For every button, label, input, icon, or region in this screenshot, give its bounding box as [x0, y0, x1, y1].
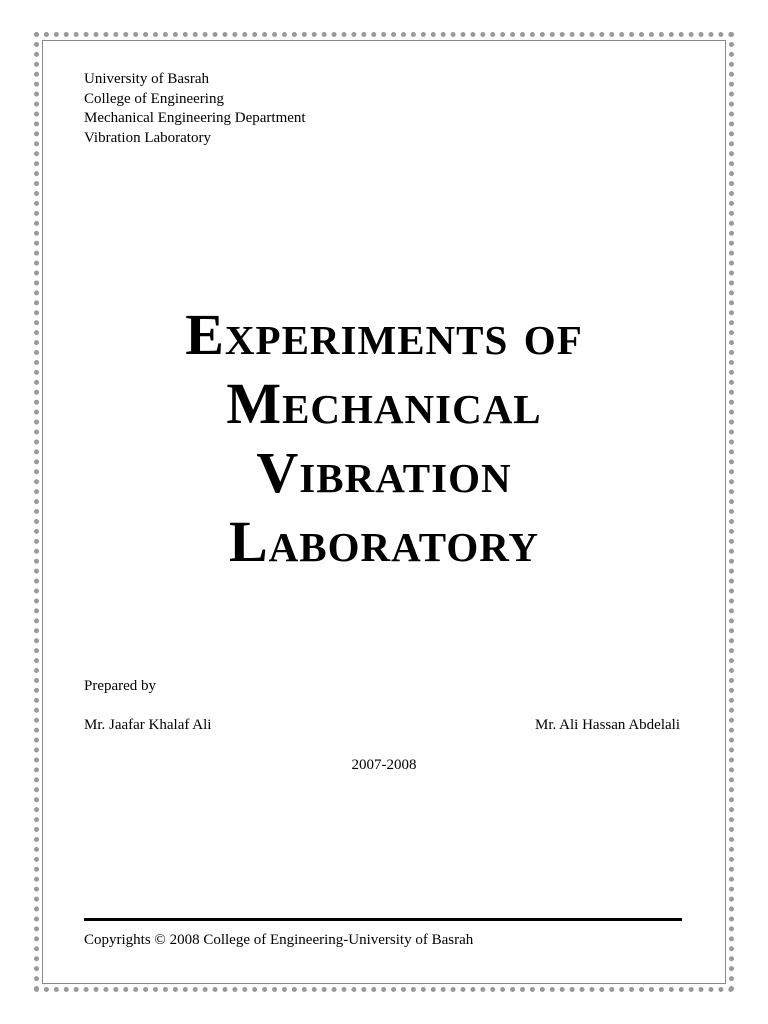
title-line-2: Mechanical [226, 371, 542, 436]
college-name: College of Engineering [84, 90, 224, 107]
academic-year: 2007-2008 [351, 757, 417, 773]
footer-divider [84, 918, 682, 921]
prepared-by-label: Prepared by [84, 678, 157, 694]
title-line-1: Experiments of [185, 302, 583, 367]
institution-header [84, 70, 306, 148]
copyright-notice: Copyrights © 2008 College of Engineering-University of Basrah [84, 932, 474, 948]
laboratory-name: Vibration Laboratory [84, 129, 211, 146]
department-name: Mechanical Engineering Department [84, 110, 306, 126]
university-name: University of Basrah [84, 71, 209, 87]
title-line-4: Laboratory [229, 509, 539, 574]
document-title [84, 300, 684, 576]
author-first: Mr. Jaafar Khalaf Ali [84, 717, 212, 733]
author-second: Mr. Ali Hassan Abdelali [535, 717, 680, 733]
title-line-3: Vibration [256, 440, 512, 505]
